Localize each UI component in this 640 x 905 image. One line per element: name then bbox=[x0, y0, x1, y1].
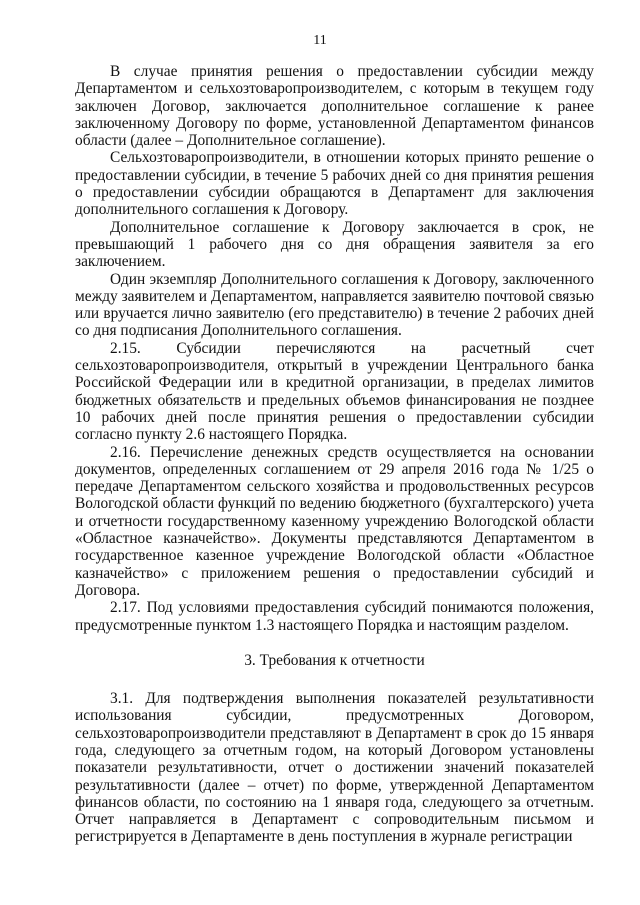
section-heading: 3. Требования к отчетности bbox=[244, 651, 425, 669]
paragraph-agreement-term: Дополнительное соглашение к Договору заключается в срок, не превышающий 1 рабочего дня со дня обращения заявителя за его заключением. bbox=[75, 218, 594, 271]
paragraph-2-16: 2.16. Перечисление денежных средств осуществляется на основании документов, определенных соглашением от 29 апреля 2016 года № 1/25 о передаче Департаментом сельского хозяйства и продовольственных ресурсов Вологодской области функций по ведению бюджетного (бухгалтерского) учета и отчетности государственному казенному учреждению Вологодской области «Областное казначейство». Документы представляются Департаментом в государственное казенное учреждение Вологодской области «Областное казначейство» с приложением решения о предоставлении субсидий и Договора. bbox=[75, 443, 594, 599]
paragraph-producers-appeal: Сельхозтоваропроизводители, в отношении которых принято решение о предоставлении субсидии, в течение 5 рабочих дней со дня принятия решения о предоставлении субсидии обращаются в Департамент для заключения дополнительного соглашения к Договору. bbox=[75, 149, 594, 219]
paragraph-additional-agreement: В случае принятия решения о предоставлении субсидии между Департаментом и сельхозтоваропроизводителем, с которым в текущем году заключен Договор, заключается дополнительное соглашение к ранее заключенному Договору по форме, установленной Департаментом финансов области (далее – Дополнительное соглашение). bbox=[75, 63, 594, 150]
paragraph-3-1: 3.1. Для подтверждения выполнения показателей результативности использования субсидии, предусмотренных Договором, сельхозтоваропроизводители представляют в Департамент в срок до 15 января года, следующего за отчетным годом, на который Договором установлены показатели результативности, отчет о достижении значений показателей результативности (далее – отчет) по форме, утвержденной Департаментом финансов области, по состоянию на 1 января года, следующего за отчетным. Отчет направляется в Департамент с сопроводительным письмом и регистрируется в Департаменте в день поступления в журнале регистрации bbox=[75, 690, 594, 846]
paragraph-agreement-copy: Один экземпляр Дополнительного соглашения к Договору, заключенного между заявителем и Департаментом, направляется заявителю почтовой связью или вручается лично заявителю (его представителю) в течение 2 рабочих дней со дня подписания Дополнительного соглашения. bbox=[75, 270, 594, 340]
paragraph-2-17: 2.17. Под условиями предоставления субсидий понимаются положения, предусмотренные пунктом 1.3 настоящего Порядка и настоящим разделом. bbox=[75, 599, 594, 634]
page-number: 11 bbox=[313, 33, 327, 48]
document-body bbox=[75, 63, 594, 846]
paragraph-2-15: 2.15. Субсидии перечисляются на расчетный счет сельхозтоваропроизводителя, открытый в учреждении Центрального банка Российской Федерации или в кредитной организации, в пределах лимитов бюджетных обязательств и предельных объемов финансирования не позднее 10 рабочих дней после принятия решения о предоставлении субсидии согласно пункту 2.6 настоящего Порядка. bbox=[75, 339, 594, 444]
